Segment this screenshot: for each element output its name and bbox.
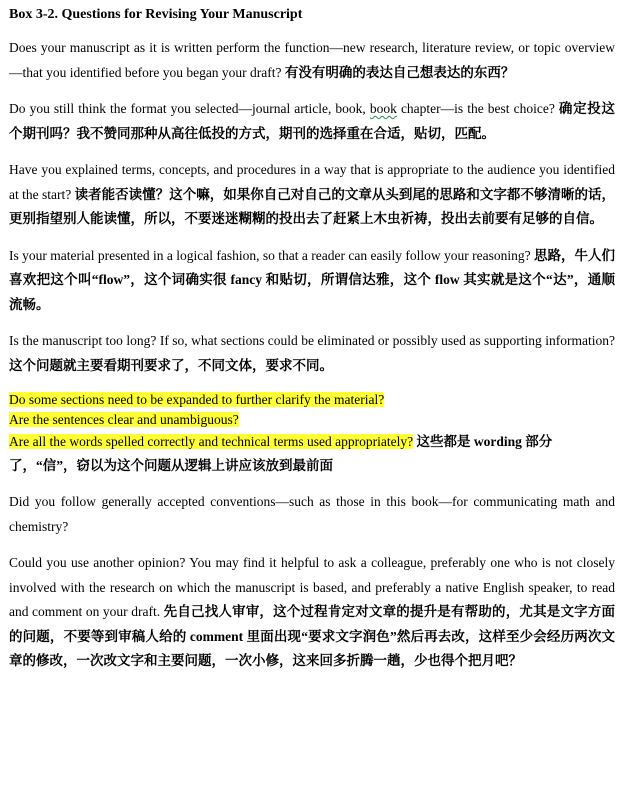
paragraph-opinion xyxy=(9,551,615,674)
paragraph-length xyxy=(9,329,615,378)
paragraph-audience xyxy=(9,158,615,232)
paragraph-chinese-note: 这个问题就主要看期刊要求了，不同文体，要求不同。 xyxy=(9,357,333,373)
highlighted-line: Are the sentences clear and unambiguous? xyxy=(9,412,239,427)
paragraph-logic xyxy=(9,244,615,318)
paragraph-chinese-note: 读者能否读懂？这个嘛，如果你自己对自己的文章从头到尾的思路和文字都不够清晰的话，更别指望别人能读懂，所以，不要迷迷糊糊的投出去了赶紧上木虫祈祷，投出去前要有足够的自信。 xyxy=(9,186,616,226)
paragraph-chinese-note: 思路，牛人们喜欢把这个叫“flow”，这个词确实很 fancy 和贴切，所谓信达雅，这个 flow 其实就是这个“达”，通顺流畅。 xyxy=(9,247,616,312)
paragraph-english: Have you explained terms, concepts, and procedures in a way that is appropriate to the audience you identified at the start? xyxy=(9,162,615,202)
paragraph-chinese-note: 确定投这个期刊吗？我不赞同那种从高往低投的方式，期刊的选择重在合适，贴切，匹配。 xyxy=(9,101,616,141)
paragraph-english: Is the manuscript too long? If so, what sections could be eliminated or possibly used as supporting information? xyxy=(9,333,615,348)
paragraph-english-cont: chapter—is the best choice? xyxy=(396,101,555,116)
paragraph-format xyxy=(9,97,615,146)
spellcheck-marked-word: book xyxy=(369,101,397,116)
paragraph-english: Did you follow generally accepted conventions—such as those in this book—for communicating math and chemistry? xyxy=(9,494,615,534)
highlighted-line: Do some sections need to be expanded to further clarify the material? xyxy=(9,392,385,407)
paragraph-conventions xyxy=(9,490,615,539)
paragraph-chinese-note: 有没有明确的表达自己想表达的东西？ xyxy=(284,64,515,80)
paragraph-english: Is your material presented in a logical fashion, so that a reader can easily follow your reasoning? xyxy=(9,247,531,263)
paragraph-function xyxy=(9,36,615,85)
highlighted-line-with-note: Are all the words spelled correctly and technical terms used appropriately? 这些都是 wording 部分了，“信”，窃以为这个问题从逻辑上讲应该放到最前面 xyxy=(9,434,553,473)
highlighted-questions xyxy=(9,390,615,478)
box-title: Box 3-2. Questions for Revising Your Manuscript xyxy=(9,7,303,22)
paragraph-chinese-note: 先自己找人审审，这个过程肯定对文章的提升是有帮助的，尤其是文字方面的问题，不要等到审稿人给的 comment 里面出现“要求文字润色”然后再去改，这样至少会经历两次文章的修改，一次改文字和主要问题，一次小修，这来回多折腾一趟，少也得个把月吧？ xyxy=(9,604,616,668)
paragraph-chinese-note: 这些都是 wording 部分了，“信”，窃以为这个问题从逻辑上讲应该放到最前面 xyxy=(9,434,553,473)
paragraph-english: Does your manuscript as it is written perform the function—new research, literature review, or topic overview—that you identified before you began your draft? xyxy=(9,40,615,80)
paragraph-english: Could you use another opinion? You may find it helpful to ask a colleague, preferably one who is not closely involved with the research on which the manuscript is based, and preferably a native English speaker, to read and comment on your draft. xyxy=(9,555,615,619)
paragraph-english: Do you still think the format you selected—journal article, book, xyxy=(9,101,370,116)
